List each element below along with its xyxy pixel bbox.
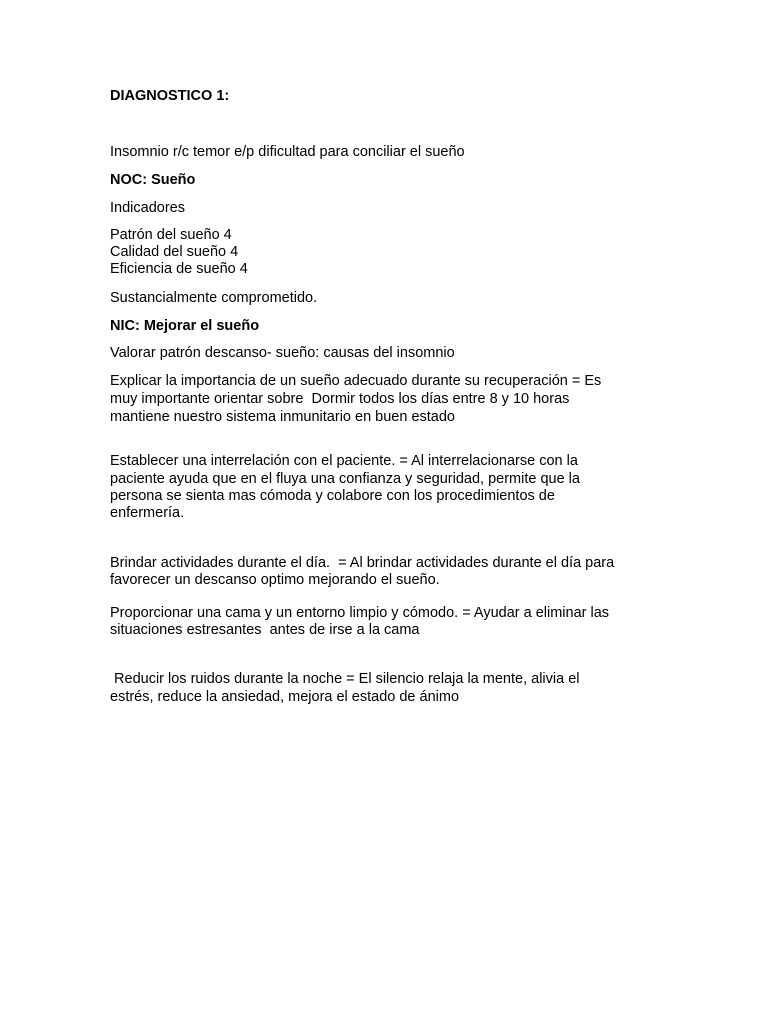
intervention-line: persona se sienta mas cómoda y colabore con los procedimientos de bbox=[110, 488, 555, 504]
intervention-line: enfermería. bbox=[110, 505, 185, 521]
intervention-line: Establecer una interrelación con el paciente. = Al interrelacionarse con la bbox=[110, 453, 578, 469]
intervention-line: paciente ayuda que en el fluya una confianza y seguridad, permite que la bbox=[110, 471, 580, 487]
intervention-line: mantiene nuestro sistema inmunitario en buen estado bbox=[110, 409, 455, 425]
indicator-item: Eficiencia de sueño 4 bbox=[110, 261, 248, 277]
intervention-line: favorecer un descanso optimo mejorando el sueño. bbox=[110, 572, 440, 588]
intervention-line: situaciones estresantes antes de irse a la cama bbox=[110, 622, 420, 638]
indicators-label: Indicadores bbox=[110, 200, 185, 216]
intervention-line: muy importante orientar sobre Dormir todos los días entre 8 y 10 horas bbox=[110, 391, 570, 407]
indicator-item: Calidad del sueño 4 bbox=[110, 244, 239, 260]
intervention-line: Reducir los ruidos durante la noche = El silencio relaja la mente, alivia el bbox=[110, 671, 580, 687]
intervention-line: Valorar patrón descanso- sueño: causas del insomnio bbox=[110, 345, 455, 361]
nic-heading: NIC: Mejorar el sueño bbox=[110, 318, 260, 334]
indicator-item: Patrón del sueño 4 bbox=[110, 227, 232, 243]
assessment-text: Sustancialmente comprometido. bbox=[110, 290, 318, 306]
diagnosis-statement: Insomnio r/c temor e/p dificultad para conciliar el sueño bbox=[110, 144, 465, 160]
diagnosis-title: DIAGNOSTICO 1: bbox=[110, 88, 230, 104]
intervention-line: estrés, reduce la ansiedad, mejora el estado de ánimo bbox=[110, 689, 460, 705]
intervention-line: Proporcionar una cama y un entorno limpio y cómodo. = Ayudar a eliminar las bbox=[110, 605, 610, 621]
intervention-line: Brindar actividades durante el día. = Al brindar actividades durante el día para bbox=[110, 555, 615, 571]
intervention-line: Explicar la importancia de un sueño adecuado durante su recuperación = Es bbox=[110, 373, 602, 389]
noc-heading: NOC: Sueño bbox=[110, 172, 196, 188]
